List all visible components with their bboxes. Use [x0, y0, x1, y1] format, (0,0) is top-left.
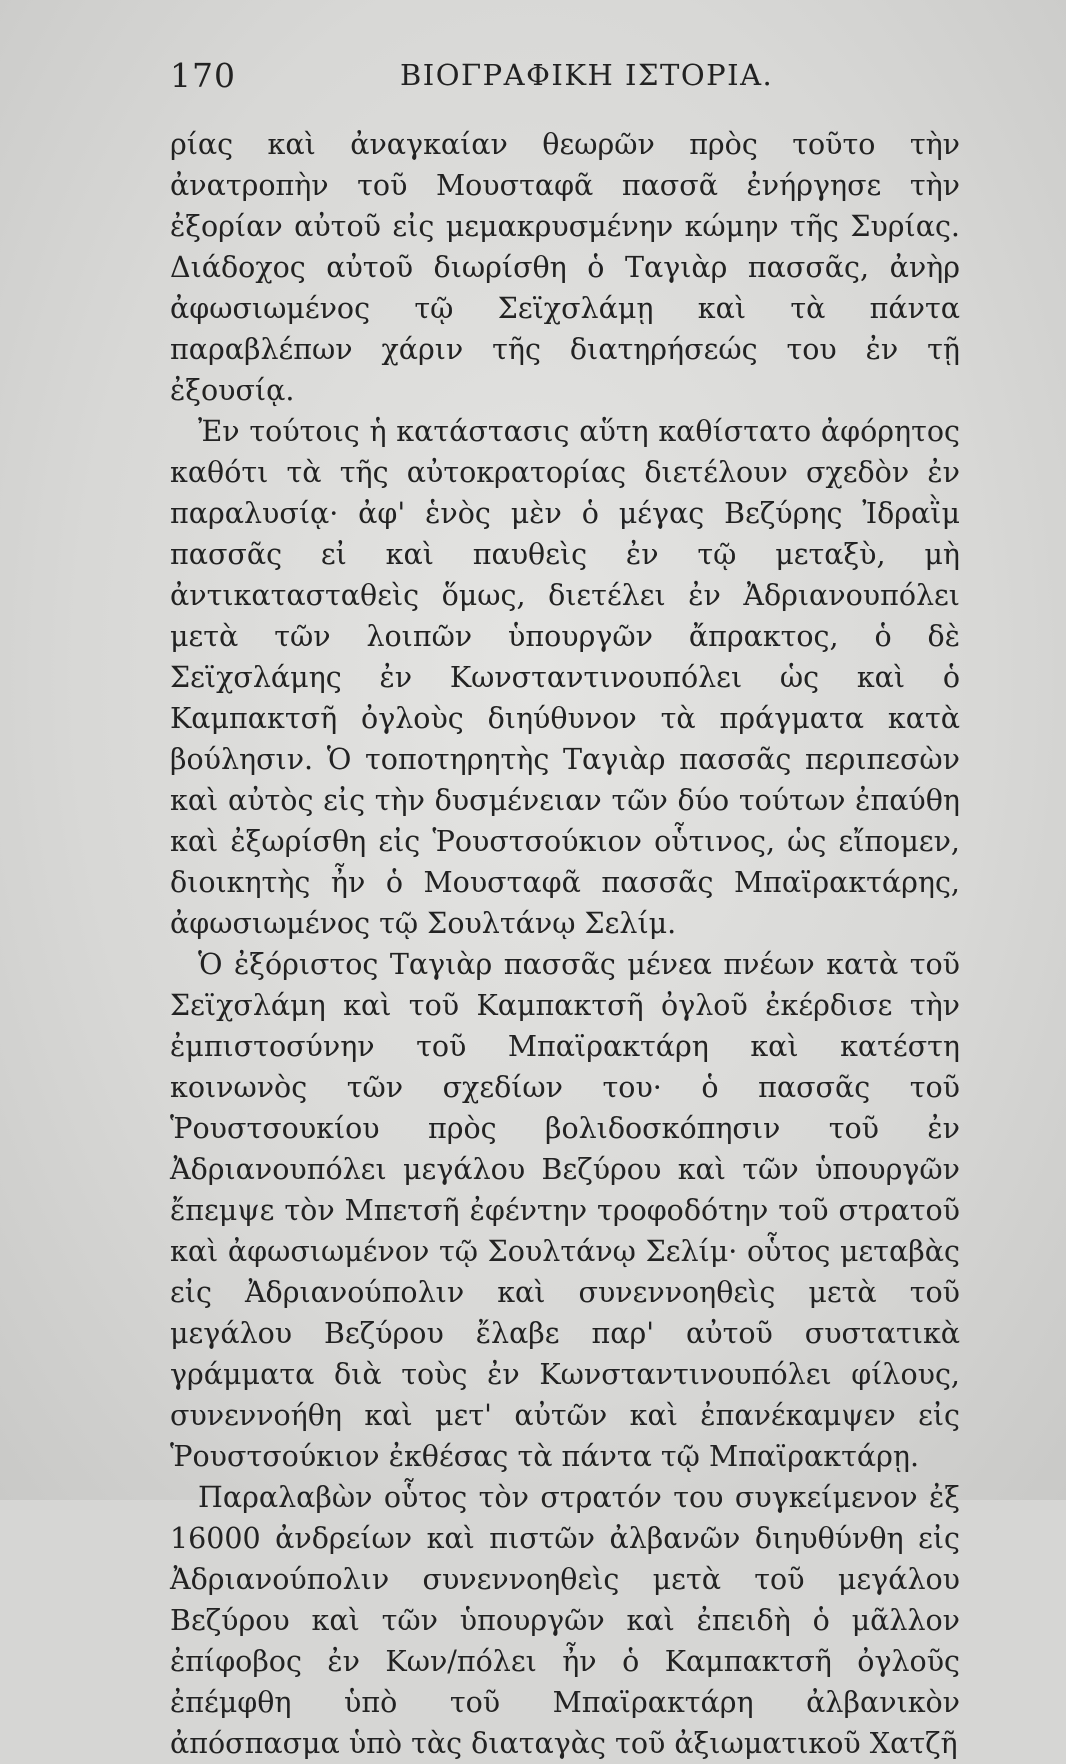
running-title: ΒΙΟΓΡΑΦΙΚΗ ΙΣΤΟΡΙΑ.	[400, 58, 774, 92]
page-header	[170, 56, 960, 106]
paragraph: Παραλαβὼν οὗτος τὸν στρατόν του συγκείμενον ἐξ 16000 ἀνδρείων καὶ πιστῶν ἀλβανῶν διηυθύνθη εἰς Ἀδριανούπολιν συνεννοηθεὶς μετὰ τοῦ μεγάλου Βεζύρου καὶ τῶν ὑπουργῶν καὶ ἐπειδὴ ὁ μᾶλλον ἐπίφοβος ἐν Κων/πόλει ἦν ὁ Καμπακτσῆ ὀγλοῦς ἐπέμφθη ὑπὸ τοῦ Μπαϊρακτάρη ἀλβανικὸν ἀπόσπασμα ὑπὸ τὰς διαταγὰς τοῦ ἀξιωματικοῦ Χατζῆ	[170, 1481, 960, 1760]
body-text	[170, 124, 960, 1764]
paragraph: Ἐν τούτοις ἡ κατάστασις αὕτη καθίστατο ἀφόρητος καθότι τὰ τῆς αὐτοκρατορίας διετέλουν σχεδὸν ἐν παραλυσίᾳ· ἀφ' ἑνὸς μὲν ὁ μέγας Βεζύρης Ἰδραῒμ πασσᾶς εἰ καὶ παυθεὶς ἐν τῷ μεταξὺ, μὴ ἀντικατασταθεὶς ὅμως, διετέλει ἐν Ἀδριανουπόλει μετὰ τῶν λοιπῶν ὑπουργῶν ἄπρακτος, ὁ δὲ Σεϊχσλάμης ἐν Κωνσταντινουπόλει ὡς καὶ ὁ Καμπακτσῆ ὀγλοὺς διηύθυνον τὰ πράγματα κατὰ βούλησιν. Ὁ τοποτηρητὴς Ταγιὰρ πασσᾶς περιπεσὼν καὶ αὐτὸς εἰς τὴν δυσμένειαν τῶν δύο τούτων ἐπαύθη καὶ ἐξωρίσθη εἰς Ῥουστσούκιον οὗτινος, ὡς εἴπομεν, διοικητὴς ἦν ὁ Μουσταφᾶ πασσᾶς Μπαϊρακτάρης, ἀφωσιωμένος τῷ Σουλτάνῳ Σελίμ.	[170, 415, 960, 940]
paragraph-continued: ρίας καὶ ἀναγκαίαν θεωρῶν πρὸς τοῦτο τὴν ἀνατροπὴν τοῦ Μουσταφᾶ πασσᾶ ἐνήργησε τὴν ἐξορίαν αὐτοῦ εἰς μεμακρυσμένην κώμην τῆς Συρίας. Διάδοχος αὐτοῦ διωρίσθη ὁ Ταγιὰρ πασσᾶς, ἀνὴρ ἀφωσιωμένος τῷ Σεϊχσλάμῃ καὶ τὰ πάντα παραβλέπων χάριν τῆς διατηρήσεώς του ἐν τῇ ἐξουσίᾳ.	[170, 128, 960, 407]
page-number: 170	[170, 56, 236, 95]
paragraph: Ὁ ἐξόριστος Ταγιὰρ πασσᾶς μένεα πνέων κατὰ τοῦ Σεϊχσλάμη καὶ τοῦ Καμπακτσῆ ὀγλοῦ ἐκέρδισε τὴν ἐμπιστοσύνην τοῦ Μπαϊρακτάρη καὶ κατέστη κοινωνὸς τῶν σχεδίων του· ὁ πασσᾶς τοῦ Ῥουστσουκίου πρὸς βολιδοσκόπησιν τοῦ ἐν Ἀδριανουπόλει μεγάλου Βεζύρου καὶ τῶν ὑπουργῶν ἔπεμψε τὸν Μπετσῆ ἐφέντην τροφοδότην τοῦ στρατοῦ καὶ ἀφωσιωμένον τῷ Σουλτάνῳ Σελίμ· οὗτος μεταβὰς εἰς Ἀδριανούπολιν καὶ συνεννοηθεὶς μετὰ τοῦ μεγάλου Βεζύρου ἔλαβε παρ' αὐτοῦ συστατικὰ γράμματα διὰ τοὺς ἐν Κωνσταντινουπόλει φίλους, συνεννοήθη καὶ μετ' αὐτῶν καὶ ἐπανέκαμψεν εἰς Ῥουστσούκιον ἐκθέσας τὰ πάντα τῷ Μπαϊρακτάρῃ.	[170, 948, 960, 1473]
